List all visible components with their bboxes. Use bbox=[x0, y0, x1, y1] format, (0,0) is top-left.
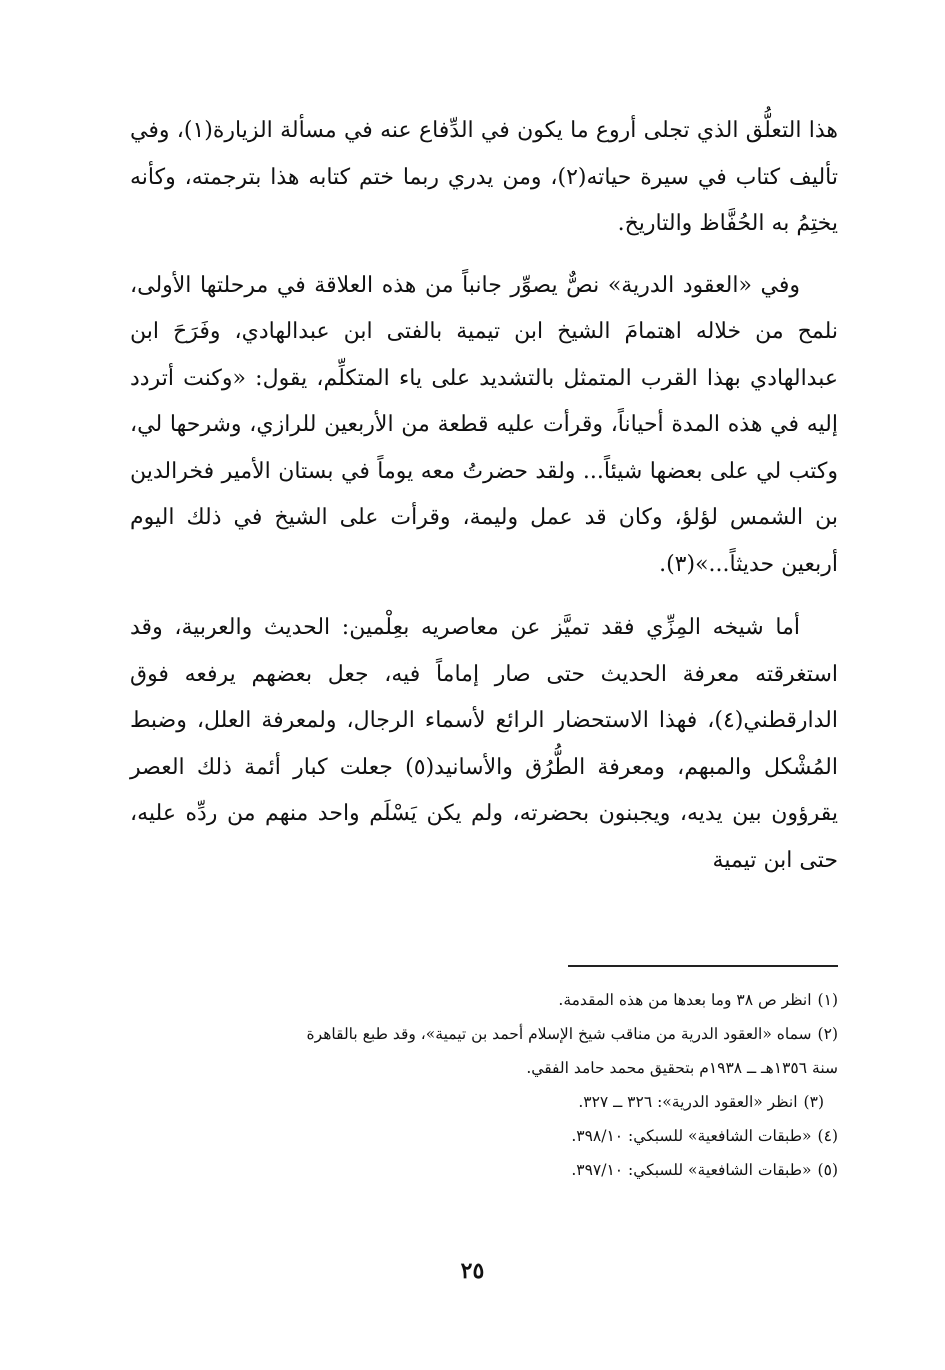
footnote-number: (٢) bbox=[817, 1025, 838, 1043]
footnote-text: سماه «العقود الدرية من مناقب شيخ الإسلام أحمد بن تيمية»، وقد طبع بالقاهرة bbox=[306, 1025, 812, 1043]
footnote-2 bbox=[130, 1017, 838, 1051]
footnote-number: (٥) bbox=[817, 1161, 838, 1179]
footnote-text: انظر «العقود الدرية»: ٣٢٦ ــ ٣٢٧. bbox=[578, 1093, 798, 1111]
footnote-number: (٣) bbox=[803, 1093, 824, 1111]
page-number: ٢٥ bbox=[460, 1258, 485, 1284]
paragraph-1: هذا التعلُّق الذي تجلى أروع ما يكون في الدِّفاع عنه في مسألة الزيارة(١)، وفي تأليف كتاب في سيرة حياته(٢)، ومن يدري ربما ختم كتابه هذا بترجمته، وكأنه يختِمُ به الحُفَّاظ والتاريخ. bbox=[130, 118, 839, 236]
footnote-3 bbox=[130, 1085, 838, 1119]
footnote-1 bbox=[130, 983, 838, 1017]
footnote-text: «طبقات الشافعية» للسبكي: ٣٩٧/١٠. bbox=[571, 1161, 812, 1179]
main-text bbox=[130, 108, 838, 884]
footnote-2-continuation: سنة ١٣٥٦هـ ــ ١٩٣٨م بتحقيق محمد حامد الفقي. bbox=[526, 1059, 838, 1077]
footnotes bbox=[130, 983, 838, 1187]
paragraph-2: وفي «العقود الدرية» نصٌّ يصوِّر جانباً من هذه العلاقة في مرحلتها الأولى، نلمح من خلاله اهتمامَ الشيخ ابن تيمية بالفتى ابن عبدالهادي، وفَرَحَ ابن عبدالهادي بهذا القرب المتمثل بالتشديد على ياء المتكلِّم، يقول: «وكنت أتردد إليه في هذه المدة أحياناً، وقرأت عليه قطعة من الأربعين للرازي، وشرحها لي، وكتب لي على بعضها شيئاً... ولقد حضرتُ معه يوماً في بستان الأمير فخرالدين بن الشمس لؤلؤ، وكان قد عمل وليمة، وقرأت على الشيخ في ذلك اليوم أربعين حديثاً...»(٣). bbox=[130, 272, 838, 577]
footnote-4 bbox=[130, 1119, 838, 1153]
footnote-text: انظر ص ٣٨ وما بعدها من هذه المقدمة. bbox=[558, 991, 812, 1009]
footnote-number: (١) bbox=[817, 991, 838, 1009]
footnote-5 bbox=[130, 1153, 838, 1187]
footnote-text: «طبقات الشافعية» للسبكي: ٣٩٨/١٠. bbox=[571, 1127, 812, 1145]
footnote-divider bbox=[568, 965, 838, 967]
paragraph-3: أما شيخه المِزِّي فقد تميَّز عن معاصريه بعِلْمين: الحديث والعربية، وقد استغرقته معرفة الحديث حتى صار إماماً فيه، جعل بعضهم يرفعه فوق الدارقطني(٤)، فهذا الاستحضار الرائع لأسماء الرجال، ولمعرفة العلل، وضبط المُشْكل والمبهم، ومعرفة الطُّرُق والأسانيد(٥) جعلت كبار أئمة ذلك العصر يقرؤون بين يديه، ويجبنون بحضرته، ولم يكن يَسْلَم واحد منهم من ردِّه عليه، حتى ابن تيمية bbox=[130, 615, 838, 873]
footnote-number: (٤) bbox=[817, 1127, 838, 1145]
